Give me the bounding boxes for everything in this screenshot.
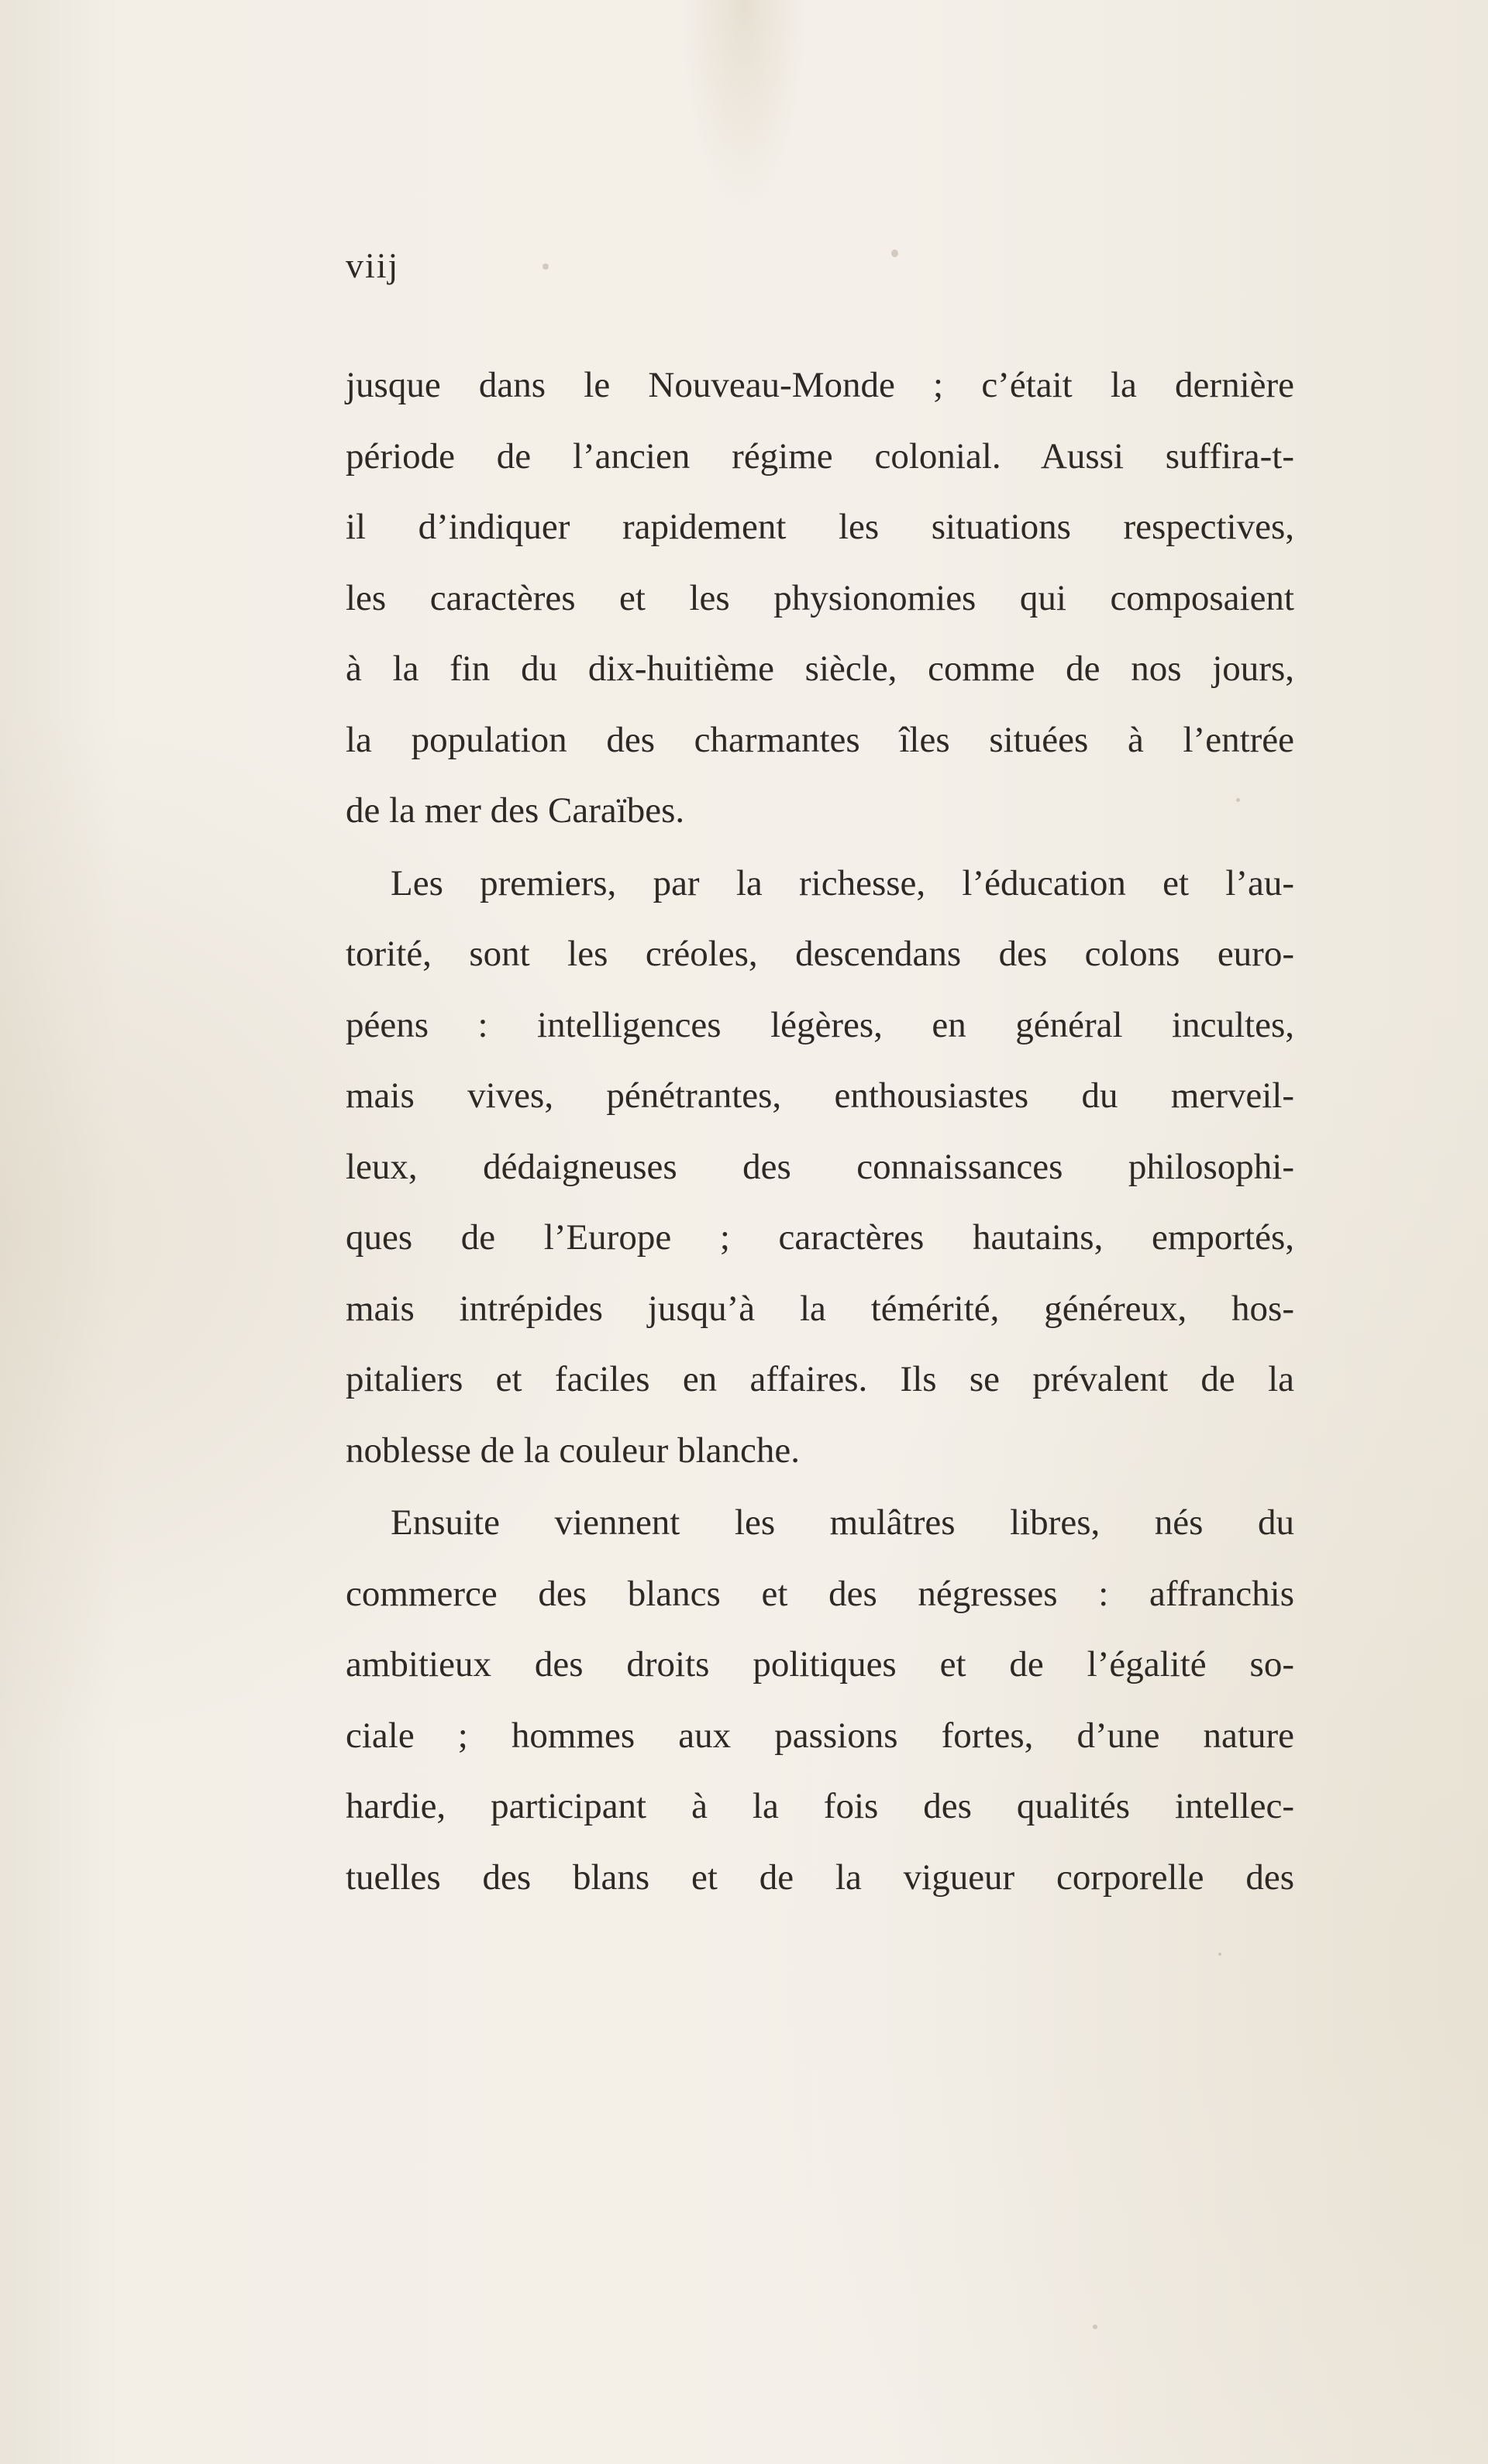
- text-line: Ensuite viennent les mulâtres libres, nés du: [391, 1502, 1294, 1543]
- paragraph-1: [346, 350, 1294, 847]
- text-line: ambitieux des droits politiques et de l’égalité so-: [346, 1644, 1294, 1685]
- text-line: commerce des blancs et des négresses : affranchis: [346, 1573, 1294, 1614]
- text-line: torité, sont les créoles, descendans des colons euro-: [346, 934, 1294, 974]
- body-text: [346, 350, 1294, 1913]
- text-line: ciale ; hommes aux passions fortes, d’une nature: [346, 1715, 1294, 1756]
- text-line: tuelles des blans et de la vigueur corporelle des: [346, 1857, 1294, 1898]
- text-line: jusque dans le Nouveau-Monde ; c’était la dernière: [346, 365, 1294, 405]
- text-line: de la mer des Caraïbes.: [346, 790, 685, 831]
- paragraph-2: [346, 848, 1294, 1487]
- text-line: ques de l’Europe ; caractères hautains, emportés,: [346, 1217, 1294, 1258]
- paper-speck: [1093, 2325, 1097, 2329]
- text-line: pitaliers et faciles en affaires. Ils se prévalent de la: [346, 1359, 1294, 1399]
- paper-speck: [1218, 1953, 1221, 1956]
- paragraph-3: [346, 1488, 1294, 1913]
- text-line: hardie, participant à la fois des qualités intellec-: [346, 1786, 1294, 1826]
- text-line: la population des charmantes îles situées à l’entrée: [346, 719, 1294, 760]
- text-line: les caractères et les physionomies qui composaient: [346, 577, 1294, 618]
- text-line: mais intrépides jusqu’à la témérité, généreux, hos-: [346, 1288, 1294, 1329]
- text-line: Les premiers, par la richesse, l’éducation et l’au-: [391, 862, 1294, 903]
- text-line: péens : intelligences légères, en général incultes,: [346, 1004, 1294, 1045]
- page-number: viij: [346, 246, 400, 285]
- text-line: noblesse de la couleur blanche.: [346, 1430, 800, 1471]
- paper-speck: [891, 249, 898, 257]
- text-line: il d’indiquer rapidement les situations respectives,: [346, 507, 1294, 547]
- text-line: à la fin du dix-huitième siècle, comme de nos jours,: [346, 649, 1294, 689]
- paper-speck: [542, 263, 549, 270]
- text-line: mais vives, pénétrantes, enthousiastes du merveil-: [346, 1075, 1294, 1116]
- text-line: période de l’ancien régime colonial. Aussi suffira-t-: [346, 435, 1294, 477]
- text-line: leux, dédaigneuses des connaissances philosophi-: [346, 1146, 1294, 1187]
